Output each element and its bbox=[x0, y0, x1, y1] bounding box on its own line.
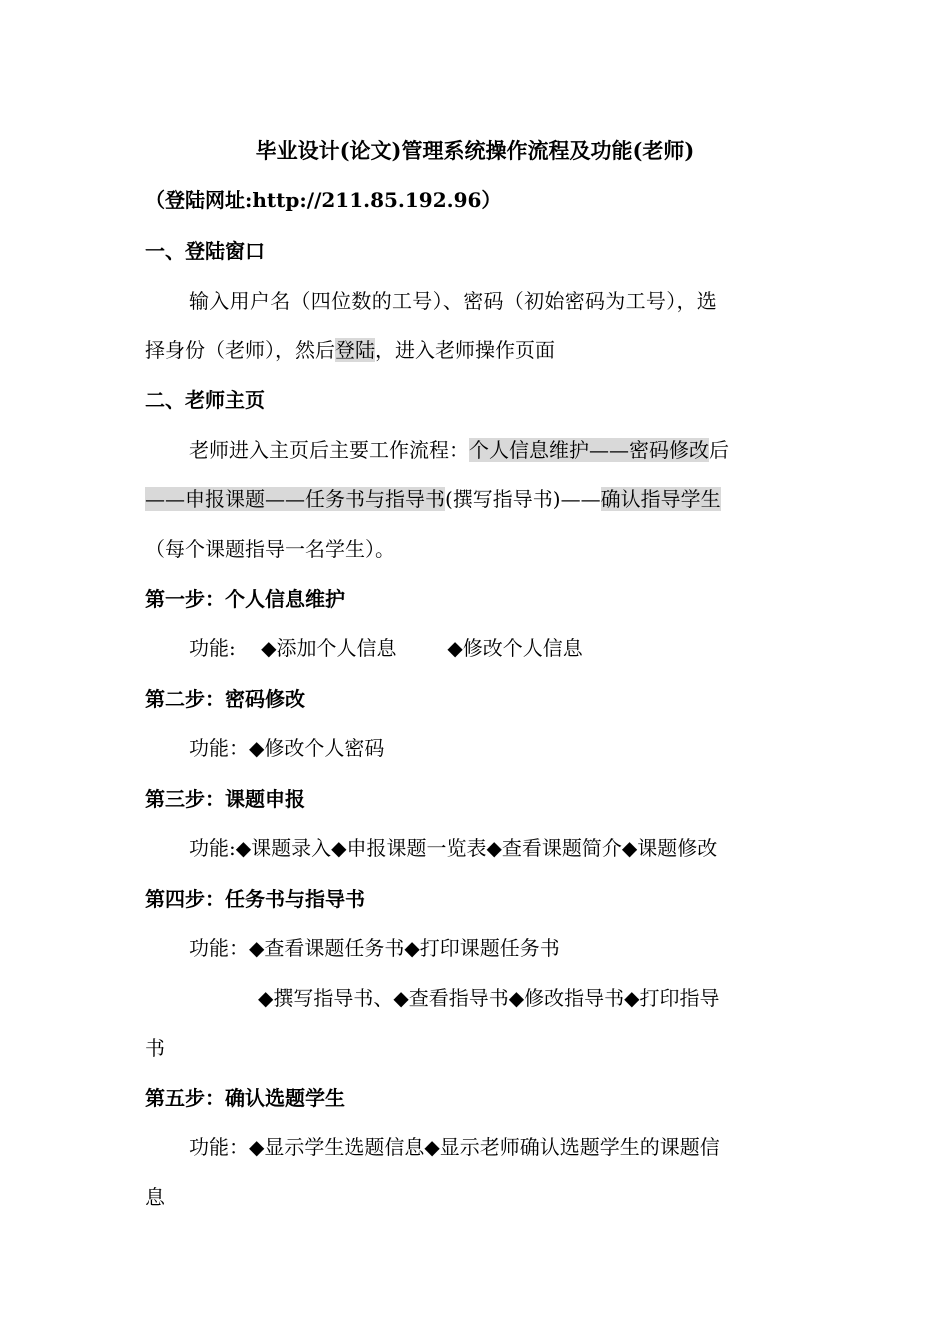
step4-functions-line-1: 功能：◆查看课题任务书◆打印课题任务书 bbox=[189, 936, 560, 960]
step3-functions: 功能:◆课题录入◆申报课题一览表◆查看课题简介◆课题修改 bbox=[189, 836, 718, 860]
workflow-line-2 bbox=[145, 485, 810, 513]
login-paragraph-line-2 bbox=[145, 336, 810, 364]
workflow-highlight-3: 确认指导学生 bbox=[600, 487, 721, 511]
workflow-highlight-2: ——申报课题——任务书与指导书 bbox=[145, 487, 445, 511]
workflow-line-3: （每个课题指导一名学生）。 bbox=[145, 537, 395, 561]
section-heading-login: 一、登陆窗口 bbox=[145, 239, 265, 263]
login-text-post: ，进入老师操作页面 bbox=[375, 338, 555, 362]
page-title: 毕业设计(论文)管理系统操作流程及功能(老师) bbox=[255, 138, 695, 163]
step1-heading: 第一步：个人信息维护 bbox=[145, 587, 345, 611]
login-highlight: 登陆 bbox=[335, 338, 375, 362]
workflow-line-1 bbox=[189, 436, 854, 464]
workflow-suffix: 后 bbox=[709, 438, 729, 462]
login-text-pre: 择身份（老师），然后 bbox=[145, 338, 335, 362]
section-heading-home: 二、老师主页 bbox=[145, 388, 265, 412]
step4-heading: 第四步：任务书与指导书 bbox=[145, 887, 365, 911]
step5-functions-wrap: 息 bbox=[145, 1185, 165, 1209]
step3-heading: 第三步：课题申报 bbox=[145, 787, 305, 811]
step2-heading: 第二步：密码修改 bbox=[145, 687, 305, 711]
step5-heading: 第五步：确认选题学生 bbox=[145, 1086, 345, 1110]
workflow-middle: (撰写指导书)—— bbox=[445, 487, 601, 511]
step1-functions: 功能: ◆添加个人信息 ◆修改个人信息 bbox=[189, 636, 583, 660]
step4-functions-line-2: ◆撰写指导书、◆查看指导书◆修改指导书◆打印指导 bbox=[258, 986, 720, 1010]
login-url-line: （登陆网址:http://211.85.192.96） bbox=[145, 188, 502, 212]
step4-functions-wrap: 书 bbox=[145, 1036, 165, 1060]
step2-functions: 功能：◆修改个人密码 bbox=[189, 736, 385, 760]
login-paragraph-line-1: 输入用户名（四位数的工号）、密码（初始密码为工号），选 bbox=[189, 289, 718, 313]
workflow-highlight-1: 个人信息维护——密码修改 bbox=[469, 438, 709, 462]
workflow-intro: 老师进入主页后主要工作流程： bbox=[189, 438, 469, 462]
step5-functions-line-1: 功能：◆显示学生选题信息◆显示老师确认选题学生的课题信 bbox=[189, 1135, 720, 1159]
